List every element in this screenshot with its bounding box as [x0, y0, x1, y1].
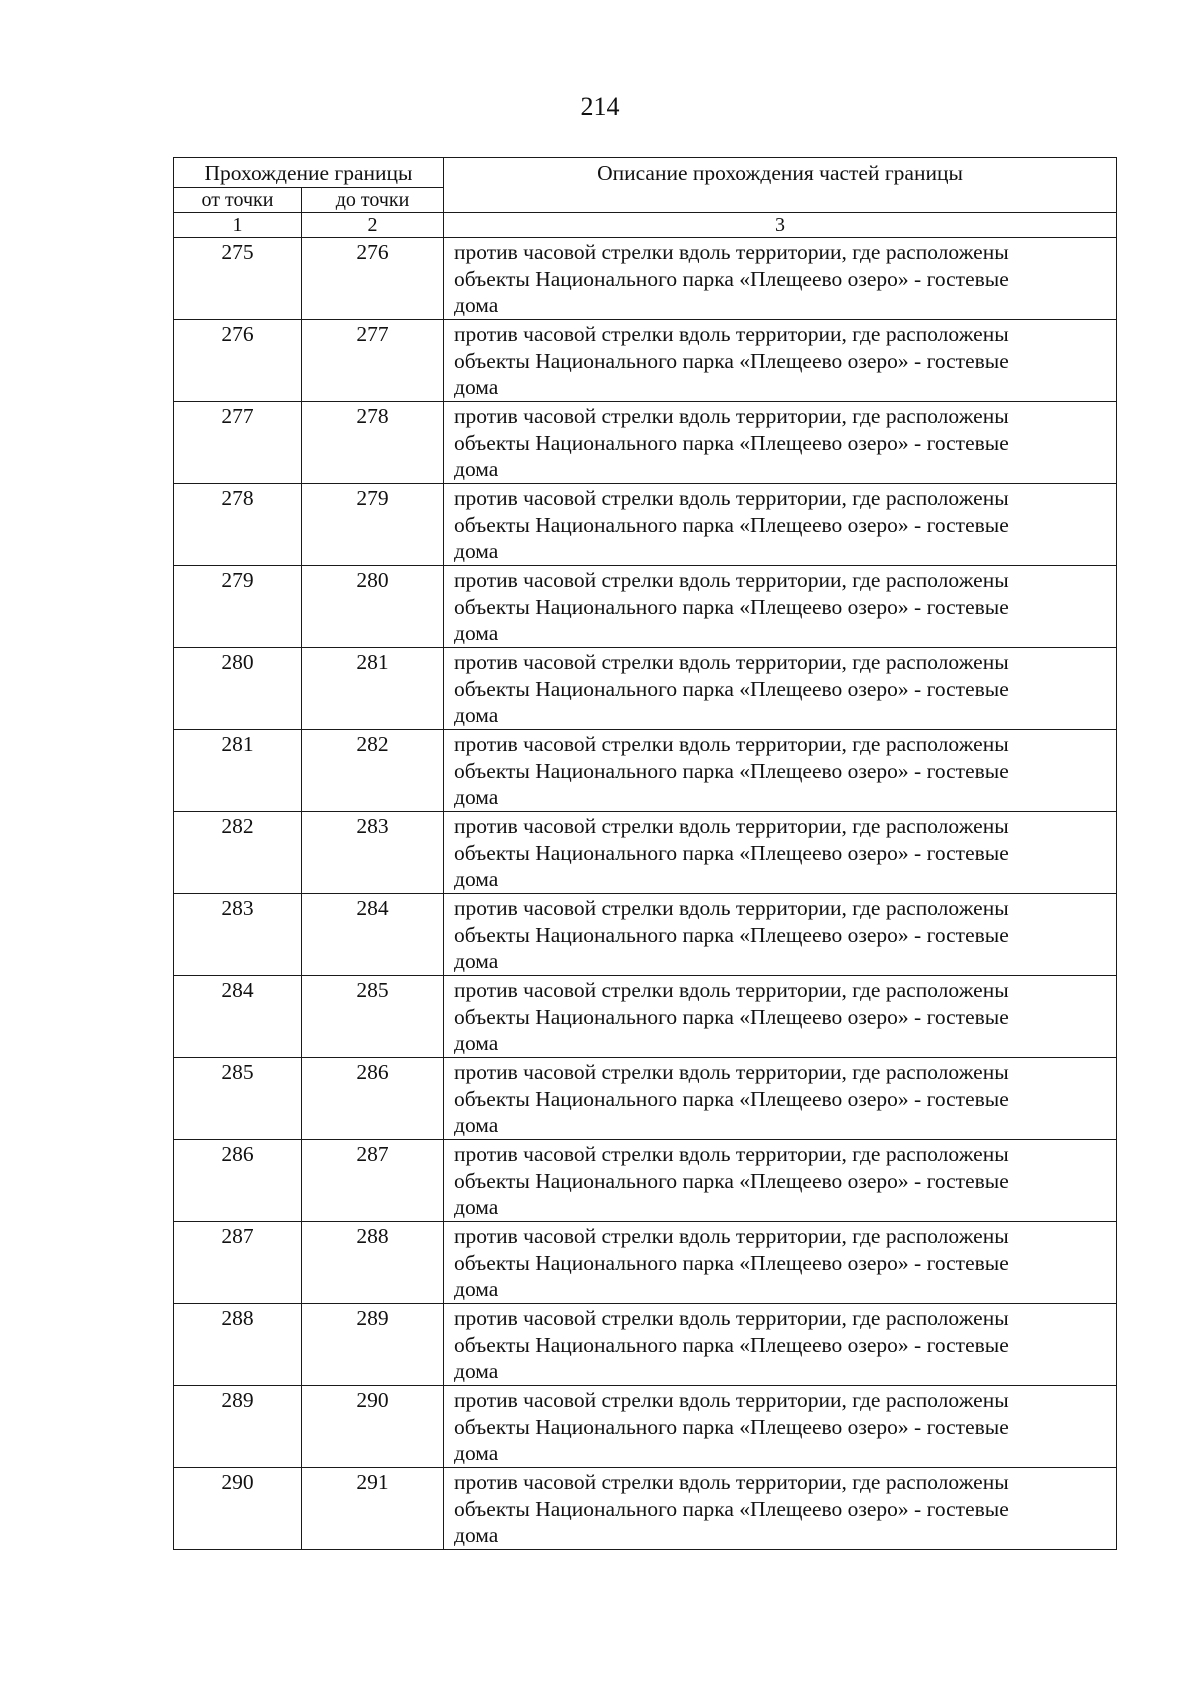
to-point-cell: 286: [302, 1058, 444, 1140]
description-line: объекты Национального парка «Плещеево озеро» - гостевые: [454, 1004, 1009, 1029]
description-line: дома: [454, 293, 499, 317]
table-row: [174, 730, 1117, 812]
to-point-cell: 276: [302, 238, 444, 320]
to-point-cell: 283: [302, 812, 444, 894]
description-cell: [444, 1304, 1117, 1386]
description-line: дома: [454, 867, 499, 891]
header-boundary-passage: Прохождение границы: [174, 158, 444, 188]
description-line: объекты Национального парка «Плещеево озеро» - гостевые: [454, 1250, 1009, 1275]
description-cell: [444, 730, 1117, 812]
description-cell: [444, 1058, 1117, 1140]
table-row: [174, 484, 1117, 566]
page-number: 214: [580, 92, 620, 121]
description-line: против часовой стрелки вдоль территории, где расположены: [454, 1388, 1009, 1412]
description-line: дома: [454, 375, 499, 399]
description-cell: [444, 566, 1117, 648]
description-line: объекты Национального парка «Плещеево озеро» - гостевые: [454, 1168, 1009, 1193]
description-line: против часовой стрелки вдоль территории, где расположены: [454, 896, 1009, 920]
header-description: Описание прохождения частей границы: [444, 158, 1117, 213]
table-row: [174, 402, 1117, 484]
from-point-cell: 288: [174, 1304, 302, 1386]
to-point-cell: 289: [302, 1304, 444, 1386]
from-point-cell: 278: [174, 484, 302, 566]
header-from-point: от точки: [174, 188, 302, 213]
description-line: дома: [454, 1359, 499, 1383]
description-line: дома: [454, 703, 499, 727]
description-line: против часовой стрелки вдоль территории, где расположены: [454, 650, 1009, 674]
table-row: [174, 1058, 1117, 1140]
table-header: [174, 158, 1117, 238]
description-line: объекты Национального парка «Плещеево озеро» - гостевые: [454, 1086, 1009, 1111]
from-point-cell: 281: [174, 730, 302, 812]
table-row: [174, 320, 1117, 402]
description-line: объекты Национального парка «Плещеево озеро» - гостевые: [454, 512, 1009, 537]
description-line: против часовой стрелки вдоль территории, где расположены: [454, 486, 1009, 510]
description-line: объекты Национального парка «Плещеево озеро» - гостевые: [454, 266, 1009, 291]
table-body: [174, 238, 1117, 1550]
description-line: против часовой стрелки вдоль территории, где расположены: [454, 568, 1009, 592]
to-point-cell: 290: [302, 1386, 444, 1468]
description-line: объекты Национального парка «Плещеево озеро» - гостевые: [454, 430, 1009, 455]
description-cell: [444, 1140, 1117, 1222]
table-row: [174, 1468, 1117, 1550]
table-row: [174, 1140, 1117, 1222]
table-row: [174, 1386, 1117, 1468]
from-point-cell: 290: [174, 1468, 302, 1550]
description-line: против часовой стрелки вдоль территории, где расположены: [454, 404, 1009, 428]
description-line: объекты Национального парка «Плещеево озеро» - гостевые: [454, 348, 1009, 373]
description-line: дома: [454, 785, 499, 809]
description-line: дома: [454, 457, 499, 481]
to-point-cell: 281: [302, 648, 444, 730]
to-point-cell: 282: [302, 730, 444, 812]
to-point-cell: 277: [302, 320, 444, 402]
from-point-cell: 277: [174, 402, 302, 484]
description-cell: [444, 320, 1117, 402]
table-row: [174, 238, 1117, 320]
table-row: [174, 1304, 1117, 1386]
table-row: [174, 812, 1117, 894]
from-point-cell: 282: [174, 812, 302, 894]
description-cell: [444, 238, 1117, 320]
column-number-3: 3: [444, 213, 1117, 238]
description-line: против часовой стрелки вдоль территории, где расположены: [454, 240, 1009, 264]
header-to-point: до точки: [302, 188, 444, 213]
to-point-cell: 288: [302, 1222, 444, 1304]
to-point-cell: 287: [302, 1140, 444, 1222]
description-line: против часовой стрелки вдоль территории, где расположены: [454, 1060, 1009, 1084]
column-number-2: 2: [302, 213, 444, 238]
from-point-cell: 284: [174, 976, 302, 1058]
table-row: [174, 894, 1117, 976]
description-line: дома: [454, 1113, 499, 1137]
description-line: объекты Национального парка «Плещеево озеро» - гостевые: [454, 1332, 1009, 1357]
description-line: против часовой стрелки вдоль территории, где расположены: [454, 732, 1009, 756]
description-cell: [444, 976, 1117, 1058]
description-cell: [444, 894, 1117, 976]
from-point-cell: 286: [174, 1140, 302, 1222]
description-line: против часовой стрелки вдоль территории, где расположены: [454, 1470, 1009, 1494]
to-point-cell: 279: [302, 484, 444, 566]
description-line: против часовой стрелки вдоль территории, где расположены: [454, 1142, 1009, 1166]
boundary-table: [173, 157, 1117, 1550]
description-line: дома: [454, 1277, 499, 1301]
description-line: объекты Национального парка «Плещеево озеро» - гостевые: [454, 1414, 1009, 1439]
description-cell: [444, 1386, 1117, 1468]
from-point-cell: 289: [174, 1386, 302, 1468]
description-line: дома: [454, 1031, 499, 1055]
description-line: против часовой стрелки вдоль территории, где расположены: [454, 322, 1009, 346]
from-point-cell: 275: [174, 238, 302, 320]
description-line: против часовой стрелки вдоль территории, где расположены: [454, 1224, 1009, 1248]
to-point-cell: 278: [302, 402, 444, 484]
from-point-cell: 280: [174, 648, 302, 730]
description-cell: [444, 812, 1117, 894]
description-line: дома: [454, 539, 499, 563]
table-row: [174, 976, 1117, 1058]
description-line: против часовой стрелки вдоль территории, где расположены: [454, 814, 1009, 838]
from-point-cell: 279: [174, 566, 302, 648]
to-point-cell: 285: [302, 976, 444, 1058]
table-row: [174, 648, 1117, 730]
description-line: объекты Национального парка «Плещеево озеро» - гостевые: [454, 676, 1009, 701]
column-number-1: 1: [174, 213, 302, 238]
to-point-cell: 291: [302, 1468, 444, 1550]
description-line: дома: [454, 1195, 499, 1219]
table-row: [174, 1222, 1117, 1304]
description-cell: [444, 402, 1117, 484]
description-line: дома: [454, 621, 499, 645]
description-line: объекты Национального парка «Плещеево озеро» - гостевые: [454, 758, 1009, 783]
to-point-cell: 280: [302, 566, 444, 648]
to-point-cell: 284: [302, 894, 444, 976]
from-point-cell: 283: [174, 894, 302, 976]
description-line: объекты Национального парка «Плещеево озеро» - гостевые: [454, 922, 1009, 947]
description-line: объекты Национального парка «Плещеево озеро» - гостевые: [454, 1496, 1009, 1521]
description-cell: [444, 1222, 1117, 1304]
description-line: против часовой стрелки вдоль территории, где расположены: [454, 1306, 1009, 1330]
table-row: [174, 566, 1117, 648]
description-line: дома: [454, 1523, 499, 1547]
description-cell: [444, 648, 1117, 730]
description-cell: [444, 1468, 1117, 1550]
from-point-cell: 285: [174, 1058, 302, 1140]
from-point-cell: 287: [174, 1222, 302, 1304]
description-line: дома: [454, 949, 499, 973]
description-line: против часовой стрелки вдоль территории, где расположены: [454, 978, 1009, 1002]
description-line: объекты Национального парка «Плещеево озеро» - гостевые: [454, 594, 1009, 619]
description-line: объекты Национального парка «Плещеево озеро» - гостевые: [454, 840, 1009, 865]
description-line: дома: [454, 1441, 499, 1465]
description-cell: [444, 484, 1117, 566]
from-point-cell: 276: [174, 320, 302, 402]
